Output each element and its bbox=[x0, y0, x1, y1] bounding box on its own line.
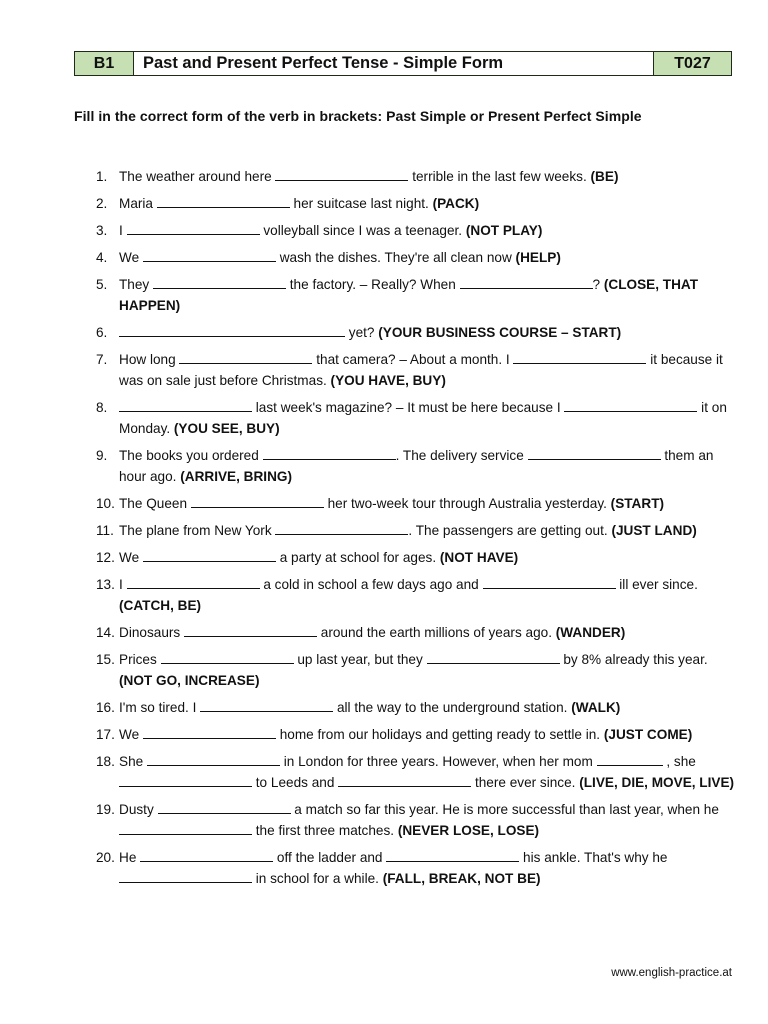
exercise-item bbox=[96, 274, 736, 316]
answer-blank[interactable] bbox=[157, 195, 290, 208]
sentence-text: The books you ordered bbox=[119, 448, 263, 463]
answer-blank[interactable] bbox=[119, 870, 252, 883]
sentence-text: . The passengers are getting out. bbox=[408, 523, 612, 538]
exercise-item bbox=[96, 220, 736, 241]
answer-blank[interactable] bbox=[483, 576, 616, 589]
sentence-text: it on Monday. bbox=[119, 400, 727, 436]
sentence-text: her two-week tour through Australia yesterday. bbox=[323, 496, 611, 511]
verb-hint: (YOUR BUSINESS COURSE – START) bbox=[378, 325, 622, 340]
answer-blank[interactable] bbox=[597, 753, 663, 766]
sentence-text: I bbox=[119, 577, 127, 592]
answer-blank[interactable] bbox=[191, 495, 324, 508]
sentence-text: She bbox=[119, 754, 147, 769]
item-number: 19. bbox=[96, 802, 115, 817]
verb-hint: (CLOSE, THAT HAPPEN) bbox=[119, 277, 699, 313]
item-number: 20. bbox=[96, 850, 115, 865]
answer-blank[interactable] bbox=[119, 822, 252, 835]
verb-hint: (LIVE, DIE, MOVE, LIVE) bbox=[579, 775, 735, 790]
verb-hint: (HELP) bbox=[515, 250, 561, 265]
answer-blank[interactable] bbox=[184, 624, 317, 637]
sentence-text: a party at school for ages. bbox=[275, 550, 440, 565]
sentence-text: the factory. – Really? When bbox=[286, 277, 460, 292]
sentence-text: a match so far this year. He is more successful than last year, when he bbox=[290, 802, 719, 817]
verb-hint: (NEVER LOSE, LOSE) bbox=[397, 823, 540, 838]
sentence-text: We bbox=[119, 550, 143, 565]
exercise-item bbox=[96, 622, 736, 643]
answer-blank[interactable] bbox=[143, 549, 276, 562]
exercise-item bbox=[96, 751, 736, 793]
item-number: 8. bbox=[96, 400, 108, 415]
item-number: 3. bbox=[96, 223, 108, 238]
sentence-text: in London for three years. However, when her mom bbox=[279, 754, 597, 769]
answer-blank[interactable] bbox=[119, 324, 345, 337]
verb-hint: (START) bbox=[610, 496, 665, 511]
sentence-text: in school for a while. bbox=[252, 871, 383, 886]
answer-blank[interactable] bbox=[275, 168, 408, 181]
sentence-text: up last year, but they bbox=[293, 652, 427, 667]
answer-blank[interactable] bbox=[119, 399, 252, 412]
sentence-text: it because it was on sale just before Christmas. bbox=[119, 352, 723, 388]
worksheet-title: Past and Present Perfect Tense - Simple Form bbox=[143, 54, 504, 72]
exercise-item bbox=[96, 574, 736, 616]
answer-blank[interactable] bbox=[140, 849, 273, 862]
sentence-text: The weather around here bbox=[119, 169, 276, 184]
exercise-item bbox=[96, 697, 736, 718]
sentence-text: that camera? – About a month. I bbox=[312, 352, 514, 367]
exercise-item bbox=[96, 445, 736, 487]
sentence-text: last week's magazine? – It must be here because I bbox=[252, 400, 565, 415]
exercise-item bbox=[96, 649, 736, 691]
exercise-item bbox=[96, 247, 736, 268]
sentence-text: yet? bbox=[345, 325, 379, 340]
sentence-text: to Leeds and bbox=[252, 775, 339, 790]
sentence-text: by 8% already this year. bbox=[559, 652, 708, 667]
answer-blank[interactable] bbox=[153, 276, 286, 289]
verb-hint: (FALL, BREAK, NOT BE) bbox=[382, 871, 541, 886]
item-number: 7. bbox=[96, 352, 108, 367]
item-number: 9. bbox=[96, 448, 108, 463]
sentence-text: I'm so tired. I bbox=[119, 700, 201, 715]
sentence-text: How long bbox=[119, 352, 180, 367]
exercise-item bbox=[96, 847, 736, 889]
answer-blank[interactable] bbox=[147, 753, 280, 766]
sentence-text: them an hour ago. bbox=[119, 448, 714, 484]
answer-blank[interactable] bbox=[460, 276, 593, 289]
sentence-text: ill ever since. bbox=[615, 577, 698, 592]
verb-hint: (ARRIVE, BRING) bbox=[180, 469, 292, 484]
sentence-text: The Queen bbox=[119, 496, 191, 511]
verb-hint: (JUST LAND) bbox=[611, 523, 697, 538]
sentence-text: there ever since. bbox=[471, 775, 580, 790]
sentence-text: his ankle. That's why he bbox=[519, 850, 668, 865]
exercise-item bbox=[96, 166, 736, 187]
answer-blank[interactable] bbox=[263, 447, 396, 460]
exercise-item bbox=[96, 193, 736, 214]
sentence-text: off the ladder and bbox=[273, 850, 387, 865]
item-number: 5. bbox=[96, 277, 108, 292]
exercise-item bbox=[96, 322, 736, 343]
item-number: 6. bbox=[96, 325, 108, 340]
answer-blank[interactable] bbox=[200, 699, 333, 712]
sentence-text: . The delivery service bbox=[395, 448, 528, 463]
sentence-text: We bbox=[119, 727, 143, 742]
answer-blank[interactable] bbox=[386, 849, 519, 862]
answer-blank[interactable] bbox=[143, 249, 276, 262]
answer-blank[interactable] bbox=[158, 801, 291, 814]
sentence-text: ? bbox=[592, 277, 604, 292]
sentence-text: Prices bbox=[119, 652, 161, 667]
verb-hint: (WALK) bbox=[571, 700, 621, 715]
item-number: 11. bbox=[96, 523, 114, 538]
instruction-text: Fill in the correct form of the verb in brackets: Past Simple or Present Perfect Simple bbox=[74, 108, 642, 124]
item-number: 14. bbox=[96, 625, 115, 640]
verb-hint: (WANDER) bbox=[555, 625, 626, 640]
sentence-text: Dusty bbox=[119, 802, 158, 817]
sentence-text: He bbox=[119, 850, 141, 865]
item-number: 1. bbox=[96, 169, 108, 184]
verb-hint: (JUST COME) bbox=[603, 727, 693, 742]
item-number: 2. bbox=[96, 196, 108, 211]
answer-blank[interactable] bbox=[161, 651, 294, 664]
sentence-text: a cold in school a few days ago and bbox=[259, 577, 483, 592]
sentence-text: home from our holidays and getting ready to settle in. bbox=[275, 727, 604, 742]
verb-hint: (CATCH, BE) bbox=[119, 598, 202, 613]
sentence-text: We bbox=[119, 250, 143, 265]
item-number: 13. bbox=[96, 577, 115, 592]
answer-blank[interactable] bbox=[427, 651, 560, 664]
sentence-text: volleyball since I was a teenager. bbox=[259, 223, 466, 238]
verb-hint: (YOU SEE, BUY) bbox=[173, 421, 280, 436]
sentence-text: the first three matches. bbox=[252, 823, 398, 838]
exercise-item bbox=[96, 724, 736, 745]
sentence-text: terrible in the last few weeks. bbox=[408, 169, 591, 184]
sentence-text: Maria bbox=[119, 196, 157, 211]
answer-blank[interactable] bbox=[127, 576, 260, 589]
item-number: 18. bbox=[96, 754, 115, 769]
verb-hint: (PACK) bbox=[432, 196, 480, 211]
answer-blank[interactable] bbox=[127, 222, 260, 235]
sentence-text: Dinosaurs bbox=[119, 625, 184, 640]
sentence-text: The plane from New York bbox=[119, 523, 276, 538]
sentence-text: around the earth millions of years ago. bbox=[316, 625, 556, 640]
website-footer: www.english-practice.at bbox=[611, 967, 732, 979]
verb-hint: (NOT PLAY) bbox=[465, 223, 543, 238]
answer-blank[interactable] bbox=[513, 351, 646, 364]
verb-hint: (YOU HAVE, BUY) bbox=[330, 373, 446, 388]
answer-blank[interactable] bbox=[564, 399, 697, 412]
verb-hint: (BE) bbox=[590, 169, 619, 184]
answer-blank[interactable] bbox=[119, 774, 252, 787]
sentence-text: , she bbox=[662, 754, 696, 769]
sentence-text: wash the dishes. They're all clean now bbox=[275, 250, 516, 265]
item-number: 10. bbox=[96, 496, 115, 511]
answer-blank[interactable] bbox=[179, 351, 312, 364]
item-number: 16. bbox=[96, 700, 115, 715]
exercise-item bbox=[96, 349, 736, 391]
sentence-text: her suitcase last night. bbox=[289, 196, 433, 211]
worksheet-header bbox=[74, 51, 732, 76]
answer-blank[interactable] bbox=[143, 726, 276, 739]
item-number: 15. bbox=[96, 652, 115, 667]
verb-hint: (NOT GO, INCREASE) bbox=[119, 673, 260, 688]
item-number: 17. bbox=[96, 727, 115, 742]
level-badge: B1 bbox=[75, 52, 134, 75]
exercise-item bbox=[96, 799, 736, 841]
answer-blank[interactable] bbox=[338, 774, 471, 787]
answer-blank[interactable] bbox=[275, 522, 408, 535]
worksheet-code: T027 bbox=[653, 52, 731, 75]
item-number: 12. bbox=[96, 550, 115, 565]
verb-hint: (NOT HAVE) bbox=[439, 550, 519, 565]
exercise-item bbox=[96, 397, 736, 439]
item-number: 4. bbox=[96, 250, 108, 265]
exercise-item bbox=[96, 547, 736, 568]
exercise-list bbox=[96, 166, 736, 895]
sentence-text: They bbox=[119, 277, 153, 292]
sentence-text: I bbox=[119, 223, 127, 238]
exercise-item bbox=[96, 493, 736, 514]
exercise-item bbox=[96, 520, 736, 541]
sentence-text: all the way to the underground station. bbox=[333, 700, 572, 715]
answer-blank[interactable] bbox=[528, 447, 661, 460]
